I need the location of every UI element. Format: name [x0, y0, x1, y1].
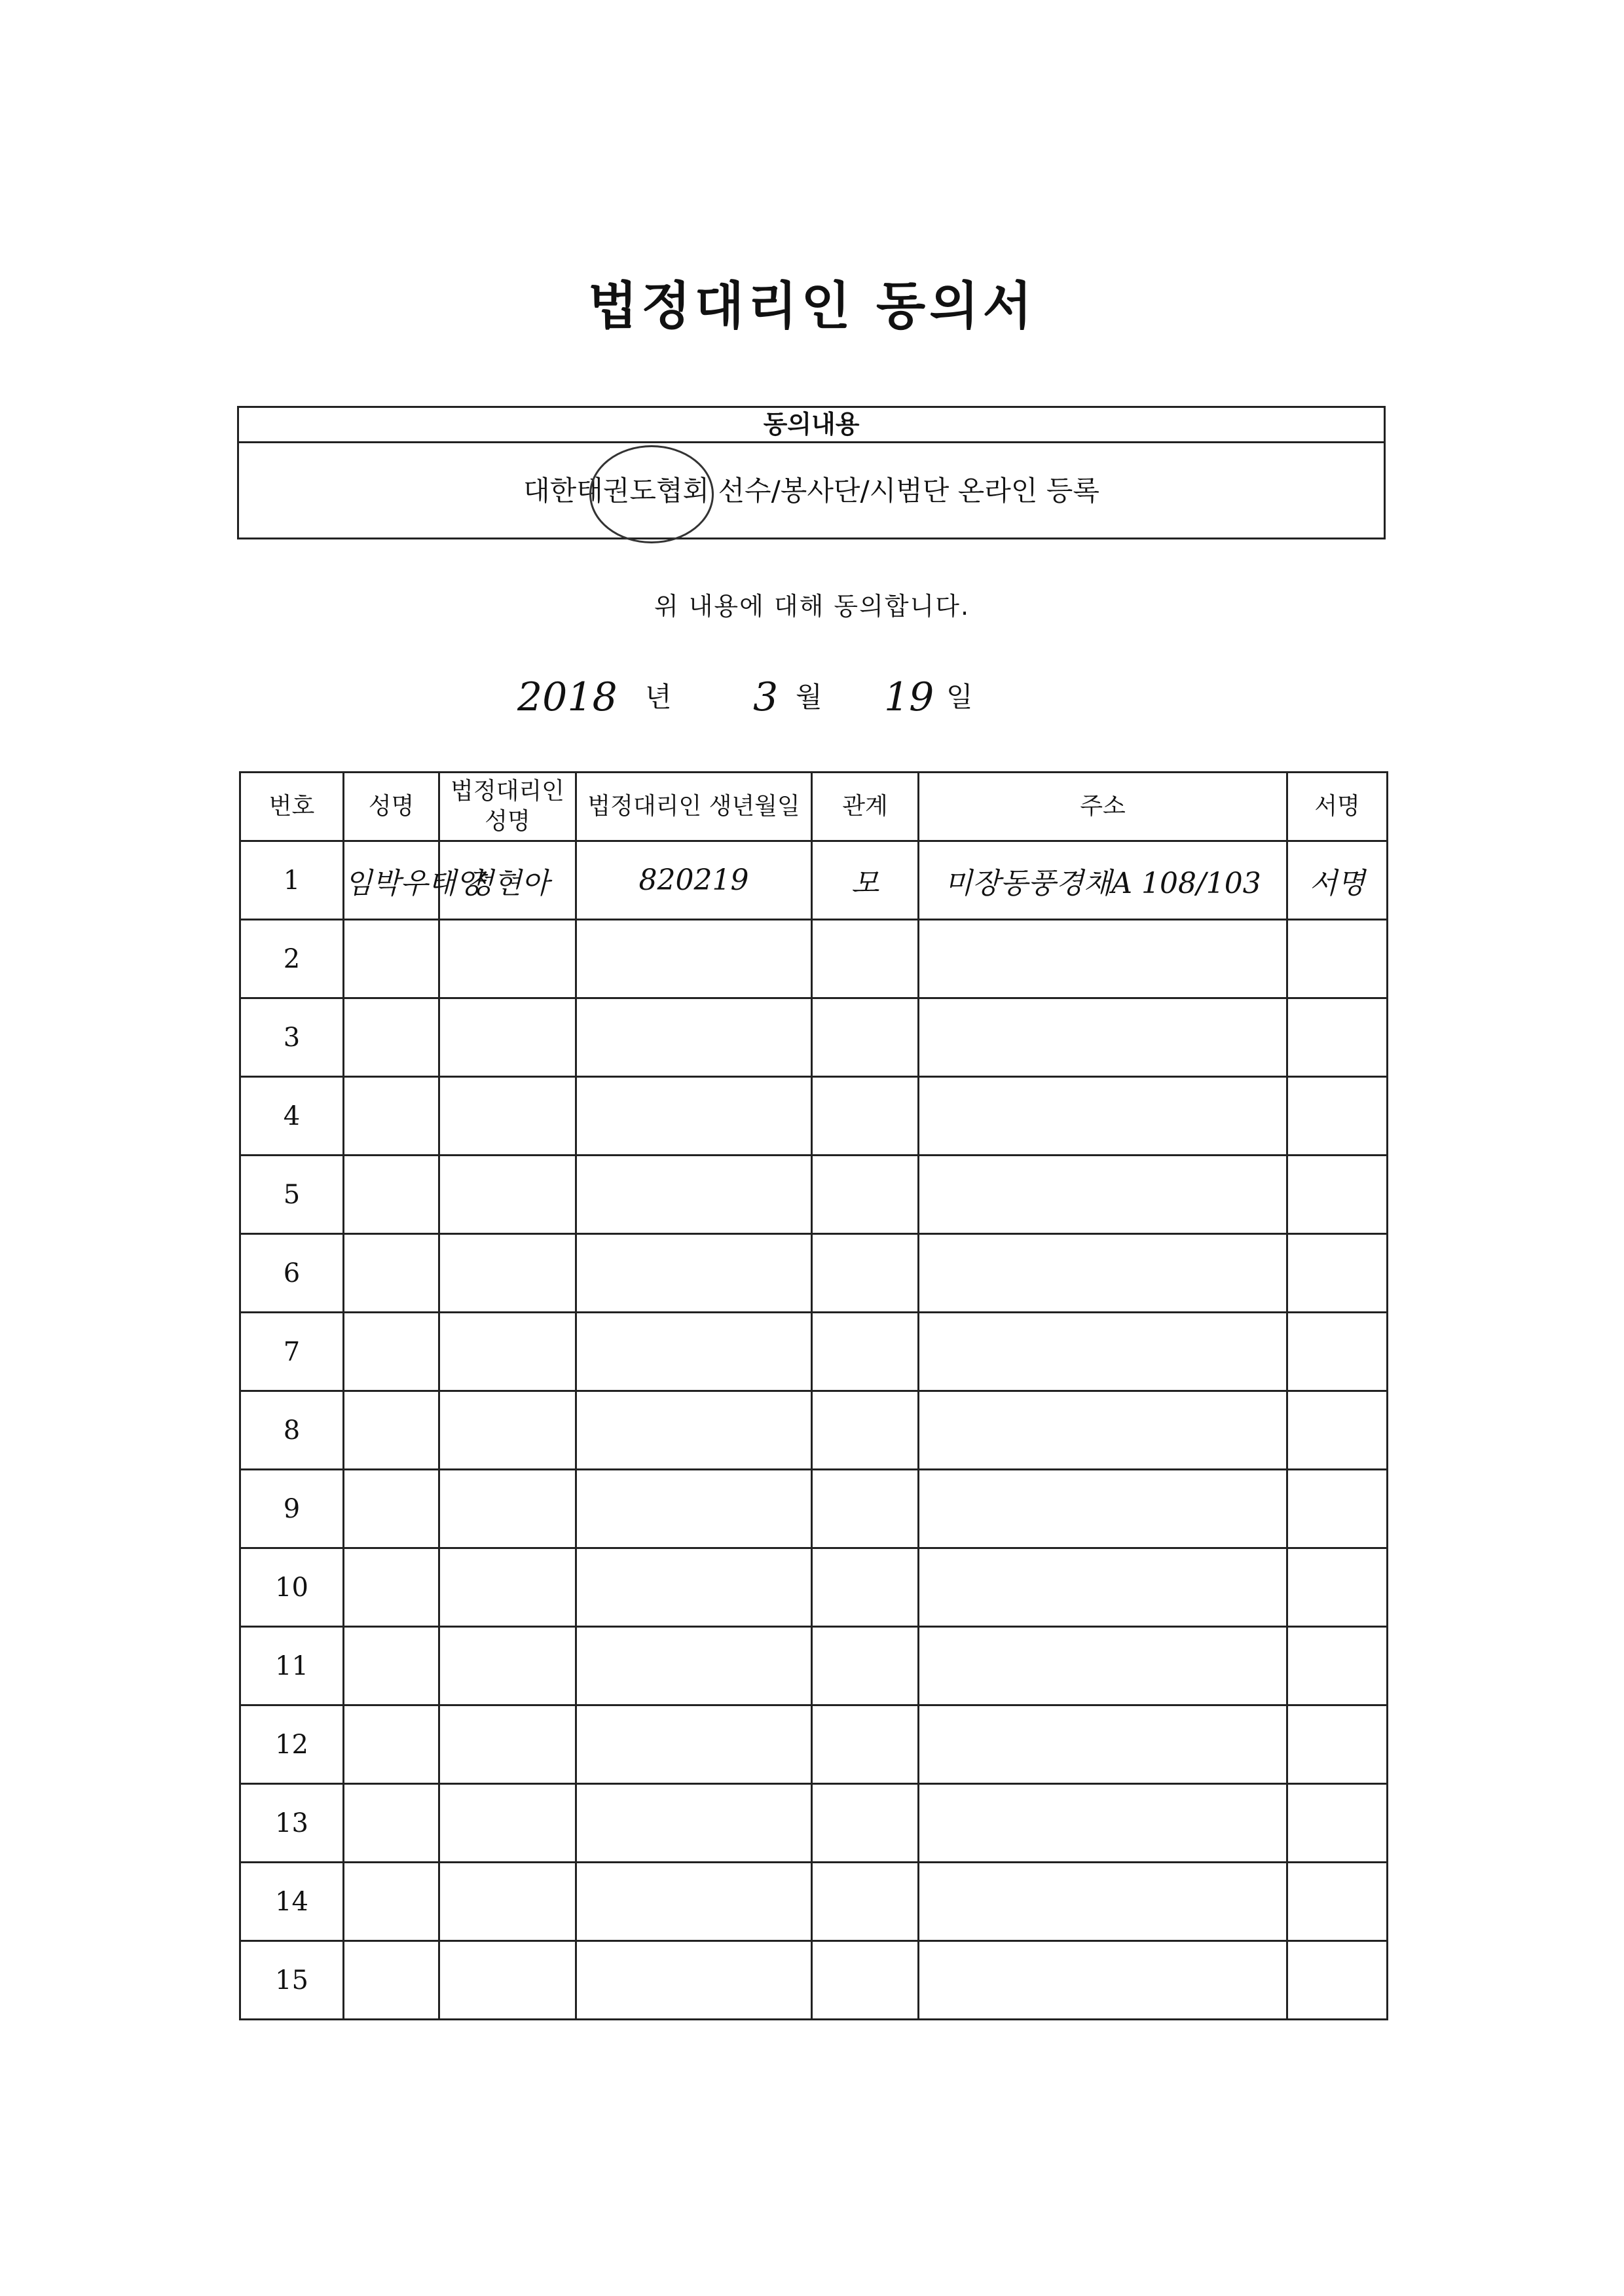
guardian-birthdate-cell[interactable] [576, 998, 812, 1077]
address-cell[interactable] [919, 920, 1287, 998]
address-cell[interactable] [919, 1391, 1287, 1470]
student-name-cell[interactable] [344, 1941, 439, 2020]
signature-cell[interactable] [1287, 1941, 1388, 2020]
student-name-cell[interactable] [344, 1313, 439, 1391]
relationship-cell[interactable] [812, 1863, 919, 1941]
row-number-cell: 14 [240, 1863, 344, 1941]
address-cell[interactable] [919, 1548, 1287, 1627]
relationship-cell[interactable] [812, 1313, 919, 1391]
row-number-cell: 4 [240, 1077, 344, 1156]
table-row [240, 1548, 1388, 1627]
table-row [240, 1470, 1388, 1548]
consent-table-wrapper [239, 771, 1386, 2020]
date-year: 2018 [517, 674, 618, 720]
address-cell[interactable] [919, 1863, 1287, 1941]
guardian-birthdate-cell[interactable] [576, 1313, 812, 1391]
signature-cell[interactable] [1287, 1627, 1388, 1705]
relationship-cell[interactable] [812, 1077, 919, 1156]
address-cell[interactable] [919, 1313, 1287, 1391]
relationship-cell[interactable] [812, 1705, 919, 1784]
table-row [240, 1156, 1388, 1234]
address-cell[interactable] [919, 1156, 1287, 1234]
table-row [240, 920, 1388, 998]
guardian-name-cell[interactable] [439, 1548, 576, 1627]
guardian-birthdate-cell[interactable] [576, 1548, 812, 1627]
signature-cell[interactable] [1287, 1548, 1388, 1627]
address-cell[interactable] [919, 1705, 1287, 1784]
address-cell[interactable] [919, 1470, 1287, 1548]
table-row [240, 1705, 1388, 1784]
guardian-birthdate-cell[interactable] [576, 1863, 812, 1941]
guardian-name-cell[interactable] [439, 1313, 576, 1391]
signature-cell[interactable] [1287, 1705, 1388, 1784]
guardian-birthdate-cell[interactable] [576, 1627, 812, 1705]
table-row [240, 841, 1388, 920]
relationship-cell[interactable] [812, 1470, 919, 1548]
relationship-cell[interactable] [812, 1391, 919, 1470]
guardian-name-cell[interactable] [439, 920, 576, 998]
guardian-name-cell[interactable] [439, 1391, 576, 1470]
table-row [240, 1391, 1388, 1470]
row-number-cell: 6 [240, 1234, 344, 1313]
guardian-name-cell[interactable] [439, 1784, 576, 1863]
guardian-birthdate-cell[interactable] [576, 1156, 812, 1234]
student-name-cell[interactable] [344, 1077, 439, 1156]
relationship-cell[interactable]: 모 [812, 841, 919, 920]
consent-header: 동의내용 [239, 408, 1384, 443]
table-row [240, 1784, 1388, 1863]
student-name-cell[interactable]: 임박우태양 [344, 841, 439, 920]
column-header: 법정대리인 성명 [439, 773, 576, 841]
address-cell[interactable] [919, 1627, 1287, 1705]
relationship-cell[interactable] [812, 1627, 919, 1705]
address-cell[interactable]: 미장동풍경채A 108/103 [919, 841, 1287, 920]
guardian-name-cell[interactable] [439, 1705, 576, 1784]
column-header: 관계 [812, 773, 919, 841]
guardian-name-cell[interactable] [439, 1470, 576, 1548]
table-row [240, 1627, 1388, 1705]
relationship-cell[interactable] [812, 1941, 919, 2020]
signature-cell[interactable] [1287, 1077, 1388, 1156]
row-number-cell: 2 [240, 920, 344, 998]
consent-box [237, 406, 1386, 539]
student-name-cell[interactable] [344, 1391, 439, 1470]
address-cell[interactable] [919, 998, 1287, 1077]
address-cell[interactable] [919, 1941, 1287, 2020]
consent-body: 대한태권도협회 선수/봉사단/시범단 온라인 등록 [523, 475, 1099, 507]
signature-cell[interactable] [1287, 1234, 1388, 1313]
relationship-cell[interactable] [812, 920, 919, 998]
row-number-cell: 9 [240, 1470, 344, 1548]
date-day: 19 [884, 674, 934, 720]
guardian-birthdate-cell[interactable] [576, 1077, 812, 1156]
student-name-cell[interactable] [344, 1863, 439, 1941]
guardian-birthdate-cell[interactable] [576, 1784, 812, 1863]
signature-cell[interactable] [1287, 998, 1388, 1077]
agree-statement: 위 내용에 대해 동의합니다. [654, 592, 970, 621]
row-number-cell: 8 [240, 1391, 344, 1470]
student-name-cell[interactable] [344, 1156, 439, 1234]
address-cell[interactable] [919, 1234, 1287, 1313]
table-row [240, 1234, 1388, 1313]
row-number-cell: 7 [240, 1313, 344, 1391]
table-row [240, 1863, 1388, 1941]
student-name-cell[interactable] [344, 920, 439, 998]
column-header: 번호 [240, 773, 344, 841]
signature-cell[interactable] [1287, 1470, 1388, 1548]
signature-cell[interactable] [1287, 1784, 1388, 1863]
relationship-cell[interactable] [812, 1548, 919, 1627]
student-name-cell[interactable] [344, 1705, 439, 1784]
address-cell[interactable] [919, 1077, 1287, 1156]
student-name-cell[interactable] [344, 1470, 439, 1548]
guardian-name-cell[interactable] [439, 1077, 576, 1156]
guardian-birthdate-cell[interactable]: 820219 [576, 841, 812, 920]
row-number-cell: 11 [240, 1627, 344, 1705]
guardian-name-cell[interactable] [439, 1627, 576, 1705]
row-number-cell: 1 [240, 841, 344, 920]
column-header: 주소 [919, 773, 1287, 841]
table-row [240, 1313, 1388, 1391]
relationship-cell[interactable] [812, 1234, 919, 1313]
relationship-cell[interactable] [812, 1156, 919, 1234]
row-number-cell: 3 [240, 998, 344, 1077]
guardian-name-cell[interactable] [439, 1234, 576, 1313]
row-number-cell: 13 [240, 1784, 344, 1863]
guardian-birthdate-cell[interactable] [576, 1234, 812, 1313]
table-row [240, 1941, 1388, 2020]
student-name-cell[interactable] [344, 1627, 439, 1705]
guardian-name-cell[interactable] [439, 1156, 576, 1234]
signature-cell[interactable]: 서명 [1287, 841, 1388, 920]
student-name-cell[interactable] [344, 1784, 439, 1863]
signature-cell[interactable] [1287, 920, 1388, 998]
student-name-cell[interactable] [344, 1234, 439, 1313]
relationship-cell[interactable] [812, 998, 919, 1077]
table-row [240, 1077, 1388, 1156]
row-number-cell: 15 [240, 1941, 344, 2020]
guardian-birthdate-cell[interactable] [576, 1941, 812, 2020]
signature-cell[interactable] [1287, 1863, 1388, 1941]
guardian-birthdate-cell[interactable] [576, 920, 812, 998]
relationship-cell[interactable] [812, 1784, 919, 1863]
date-month: 3 [753, 674, 779, 720]
handwritten-circle-mark [589, 445, 714, 543]
column-header: 서명 [1287, 773, 1388, 841]
consent-table [239, 771, 1388, 2020]
column-header: 법정대리인 생년월일 [576, 773, 812, 841]
date-day-unit: 일 [946, 681, 973, 713]
guardian-name-cell[interactable] [439, 1863, 576, 1941]
table-header-row [240, 773, 1388, 841]
guardian-name-cell[interactable] [439, 1941, 576, 2020]
document-title: 법정대리인 동의서 [588, 277, 1036, 336]
guardian-name-cell[interactable] [439, 998, 576, 1077]
guardian-birthdate-cell[interactable] [576, 1470, 812, 1548]
guardian-birthdate-cell[interactable] [576, 1391, 812, 1470]
row-number-cell: 12 [240, 1705, 344, 1784]
student-name-cell[interactable] [344, 998, 439, 1077]
guardian-name-cell[interactable]: 정현아 [439, 841, 576, 920]
date-year-unit: 년 [645, 681, 672, 713]
row-number-cell: 5 [240, 1156, 344, 1234]
signature-cell[interactable] [1287, 1313, 1388, 1391]
student-name-cell[interactable] [344, 1548, 439, 1627]
signature-cell[interactable] [1287, 1391, 1388, 1470]
date-line [0, 665, 1624, 737]
address-cell[interactable] [919, 1784, 1287, 1863]
column-header: 성명 [344, 773, 439, 841]
date-month-unit: 월 [796, 681, 822, 713]
signature-cell[interactable] [1287, 1156, 1388, 1234]
guardian-birthdate-cell[interactable] [576, 1705, 812, 1784]
table-row [240, 998, 1388, 1077]
row-number-cell: 10 [240, 1548, 344, 1627]
